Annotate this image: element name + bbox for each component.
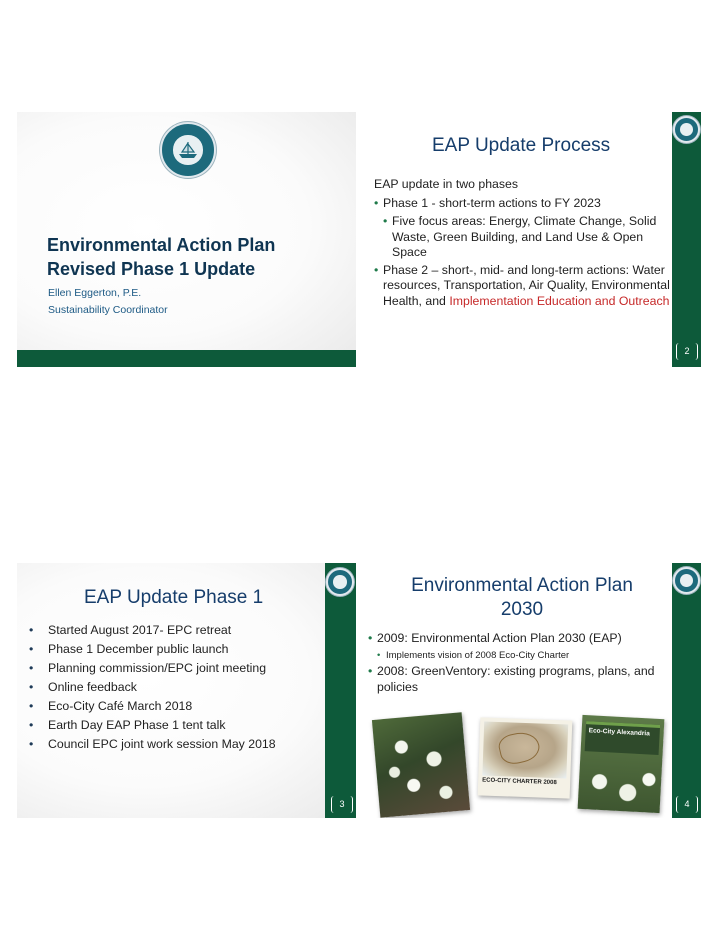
page-number: 2 [676, 343, 698, 360]
intro-text: EAP update in two phases [374, 177, 519, 191]
eco-city-booklet-photo [578, 715, 665, 813]
bullet-list [368, 631, 668, 695]
bullet-item: • Earth Day EAP Phase 1 tent talk [29, 718, 226, 732]
sub-bullet-item: • Implements vision of 2008 Eco-City Charter [377, 649, 570, 661]
slide-title: EAP Update Phase 1 [84, 587, 264, 608]
bullet-list [374, 177, 670, 309]
page-number: 3 [331, 796, 353, 813]
charter-caption: ECO-CITY CHARTER 2008 [482, 777, 557, 787]
bullet-item: • Phase 1 - short-term actions to FY 2023 [374, 195, 601, 210]
page-number: 4 [676, 796, 698, 813]
bullet-item: • Phase 1 December public launch [29, 642, 229, 656]
booklet-title: Eco-City Alexandria [588, 727, 650, 738]
slide-3 [17, 563, 356, 818]
highlight-text: Implementation Education and Outreach [449, 293, 670, 308]
side-bar [672, 112, 701, 367]
slide-title: EAP Update Process [432, 135, 611, 156]
bullet-item: • Phase 2 – short-, mid- and long-term actions: Water resources, Transportation, Air Quality, Environmental Health, and Implementation Education and Outreach [374, 262, 670, 308]
presentation-title: Environmental Action Plan Revised Phase 1 Update [47, 235, 276, 279]
presenter-name: Ellen Eggerton, P.E. [48, 287, 142, 299]
bullet-item: • Planning commission/EPC joint meeting [29, 661, 267, 675]
slide-title: Environmental Action Plan 2030 [411, 575, 633, 620]
eco-city-charter-photo [478, 717, 573, 798]
bullet-list [29, 621, 325, 754]
city-seal-icon [673, 116, 700, 143]
presenter-role: Sustainability Coordinator [48, 304, 168, 316]
side-bar [672, 563, 701, 818]
bullet-item: • Council EPC joint work session May 2018 [29, 737, 276, 751]
bullet-item: • 2008: GreenVentory: existing programs, plans, and policies [368, 664, 655, 694]
slide-2 [362, 112, 701, 367]
side-bar [325, 563, 356, 818]
city-seal-icon [160, 122, 216, 178]
bullet-item: • Online feedback [29, 680, 137, 694]
footer-bar [17, 350, 356, 367]
sub-bullet-item: • Five focus areas: Energy, Climate Change, Solid Waste, Green Building, and Land Use & Open Space [383, 214, 657, 259]
flower-photo [372, 712, 470, 817]
city-seal-icon [326, 568, 354, 596]
city-seal-icon [673, 567, 700, 594]
slide-4 [362, 563, 701, 818]
bullet-item: • 2009: Environmental Action Plan 2030 (EAP) [368, 631, 622, 645]
bullet-item: • Eco-City Café March 2018 [29, 699, 193, 713]
bullet-item: • Started August 2017- EPC retreat [29, 623, 232, 637]
slide-1 [17, 112, 356, 367]
